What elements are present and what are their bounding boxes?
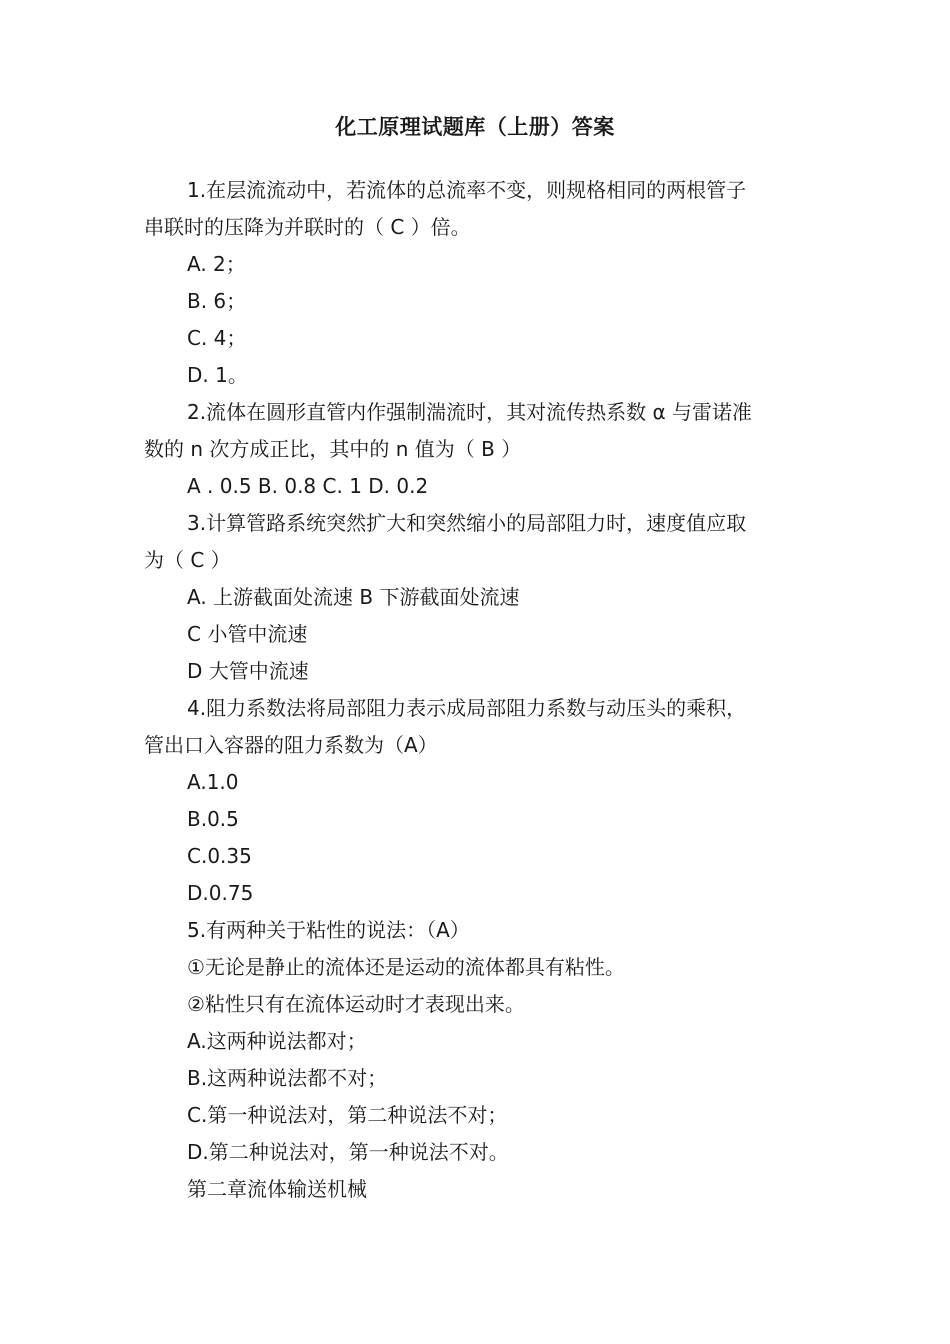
question-1-option-d: D. 1。 (187, 363, 248, 387)
question-2-options: A . 0.5 B. 0.8 C. 1 D. 0.2 (187, 474, 429, 498)
question-4-option-c: C.0.35 (187, 844, 252, 868)
question-5-statement-1: ①无论是静止的流体还是运动的流体都具有粘性。 (187, 955, 625, 979)
question-4-stem: 4.阻力系数法将局部阻力表示成局部阻力系数与动压头的乘积， (187, 696, 747, 720)
question-4-stem-cont: 管出口入容器的阻力系数为（A） (144, 733, 438, 757)
question-1-option-a: A. 2； (187, 252, 246, 276)
question-3-option-ab: A. 上游截面处流速 B 下游截面处流速 (187, 585, 520, 609)
question-3-stem-cont: 为（ C ） (144, 548, 231, 572)
question-4-option-d: D.0.75 (187, 881, 254, 905)
chapter-heading: 第二章流体输送机械 (187, 1177, 367, 1201)
document-title: 化工原理试题库（上册）答案 (335, 115, 615, 139)
question-5-stem: 5.有两种关于粘性的说法：（A） (187, 918, 470, 942)
question-5-option-a: A.这两种说法都对； (187, 1029, 367, 1053)
question-1-option-c: C. 4； (187, 326, 247, 350)
question-2-stem-cont: 数的 n 次方成正比，其中的 n 值为（ B ） (144, 437, 522, 461)
question-3-stem: 3.计算管路系统突然扩大和突然缩小的局部阻力时，速度值应取 (187, 511, 747, 535)
question-1-option-b: B. 6； (187, 289, 247, 313)
question-5-statement-2: ②粘性只有在流体运动时才表现出来。 (187, 992, 525, 1016)
question-1-stem-cont: 串联时的压降为并联时的（ C ）倍。 (144, 215, 471, 239)
question-5-option-c: C.第一种说法对，第二种说法不对； (187, 1103, 508, 1127)
question-5-option-b: B.这两种说法都不对； (187, 1066, 388, 1090)
question-4-option-a: A.1.0 (187, 770, 239, 794)
question-1-stem: 1.在层流流动中，若流体的总流率不变，则规格相同的两根管子 (187, 178, 747, 202)
question-3-option-d: D 大管中流速 (187, 659, 309, 683)
question-3-option-c: C 小管中流速 (187, 622, 308, 646)
question-4-option-b: B.0.5 (187, 807, 239, 831)
question-5-option-d: D.第二种说法对，第一种说法不对。 (187, 1140, 509, 1164)
question-2-stem: 2.流体在圆形直管内作强制湍流时，其对流传热系数 α 与雷诺准 (187, 400, 752, 424)
document-body (144, 172, 812, 1208)
